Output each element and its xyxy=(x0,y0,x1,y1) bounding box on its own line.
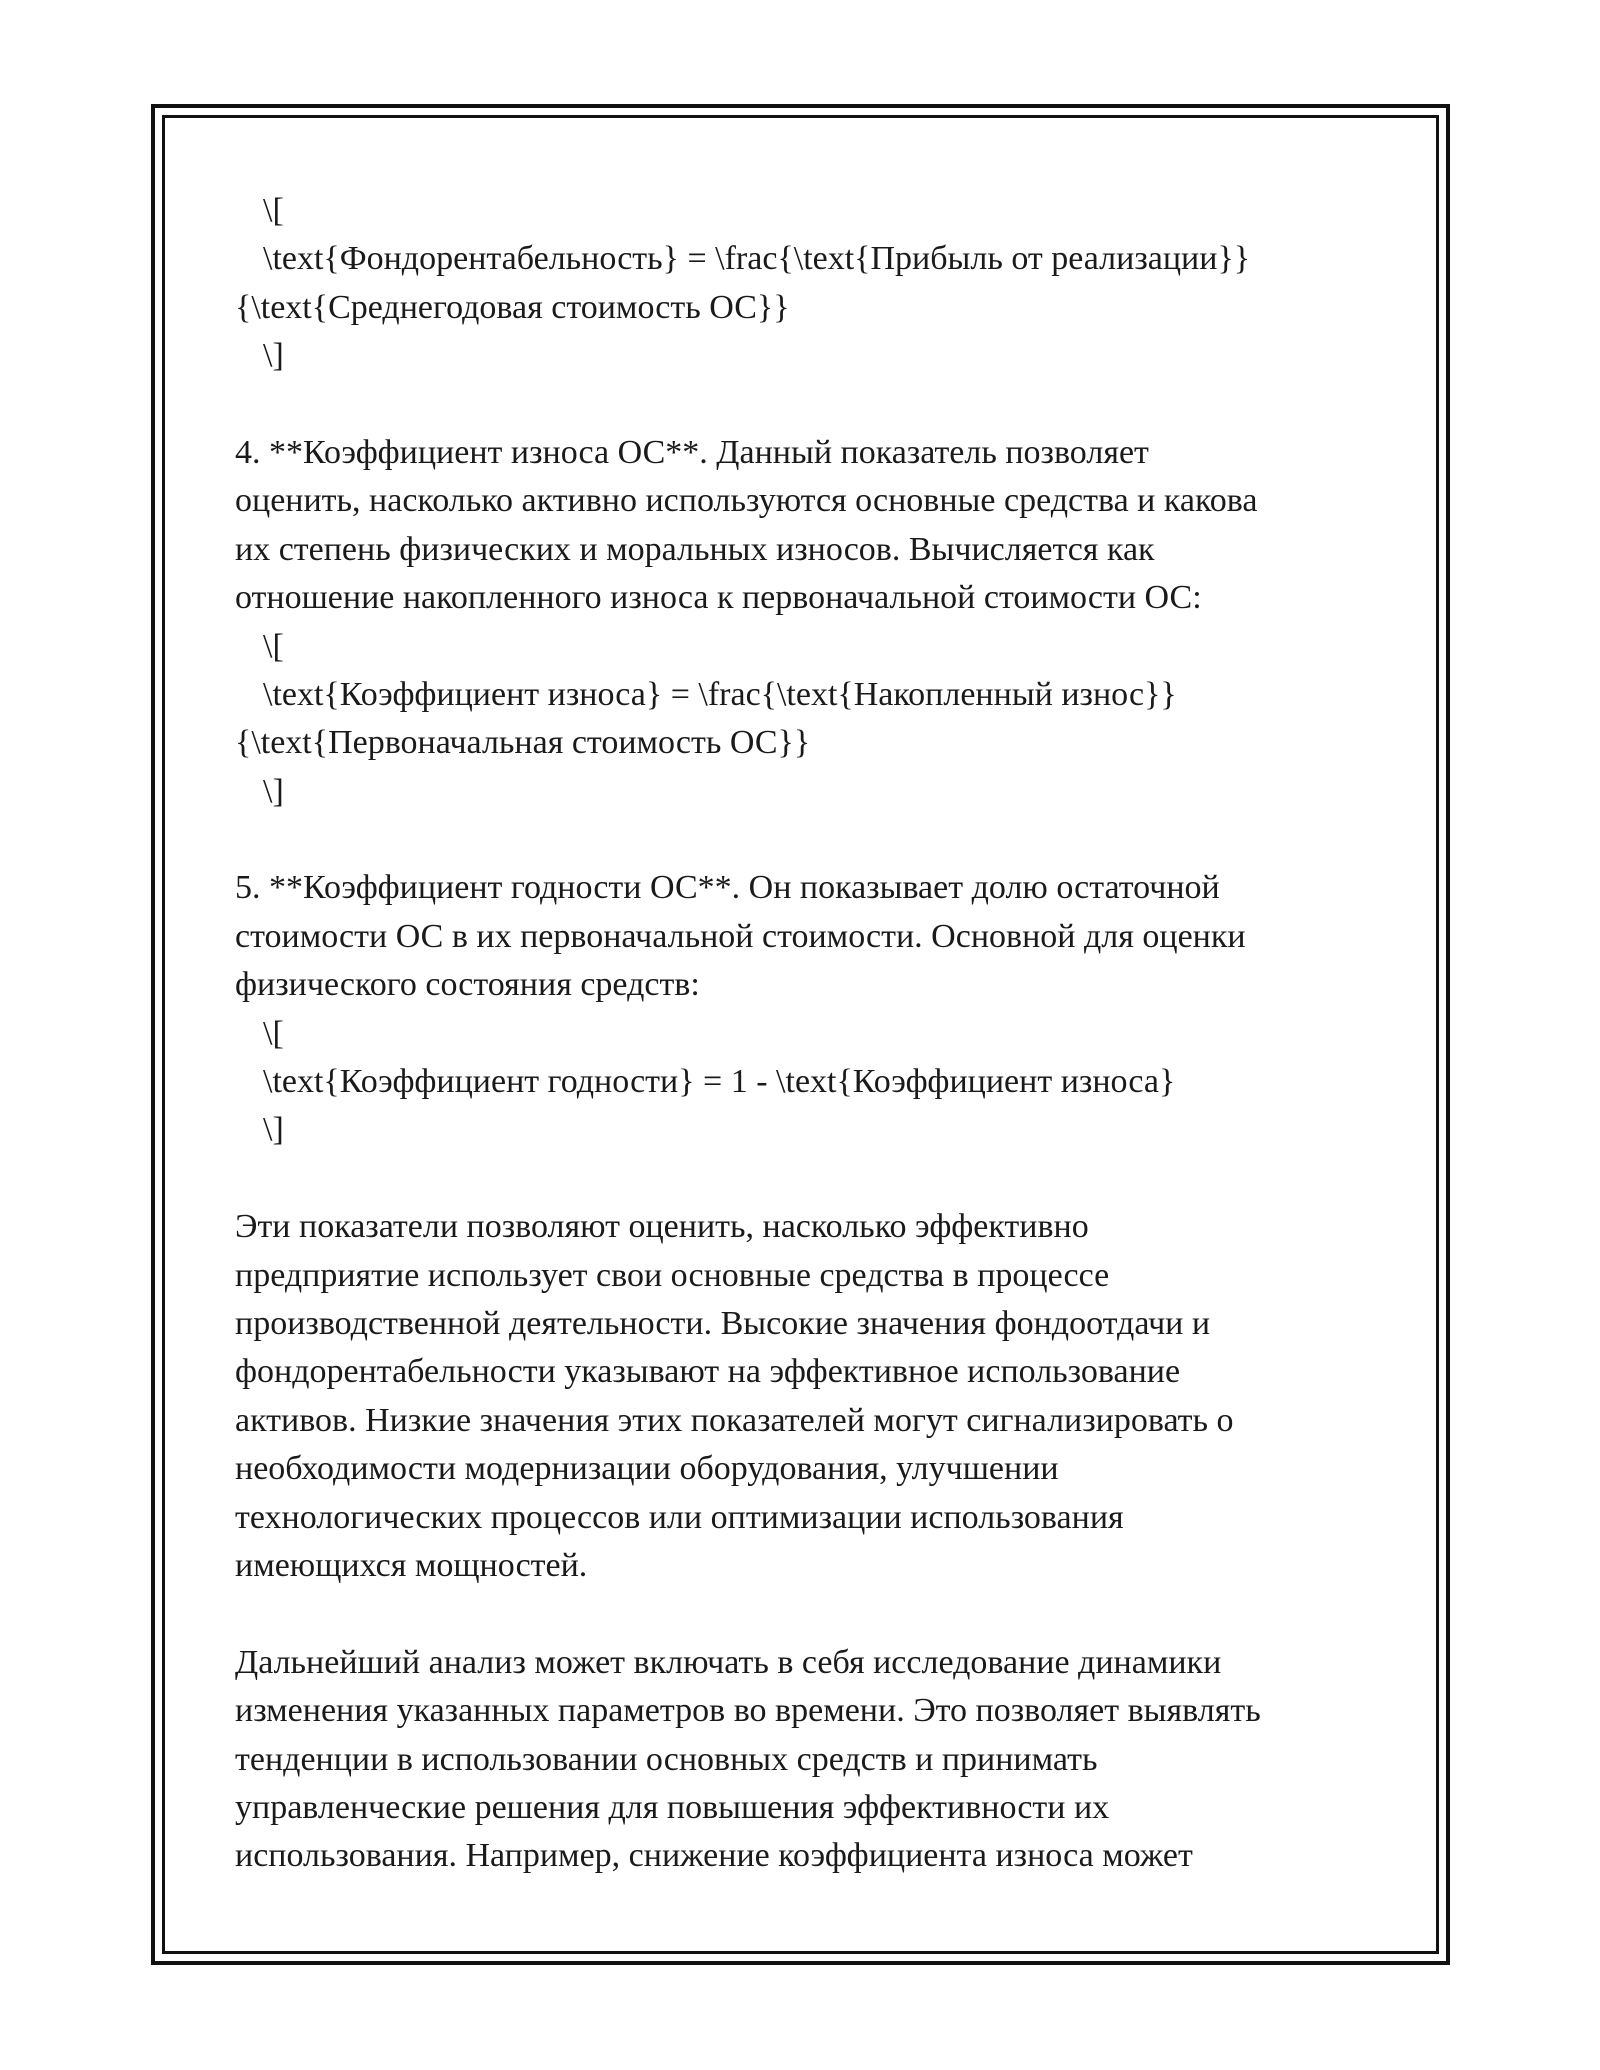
paragraph-line: 5. **Коэффициент годности ОС**. Он показывает долю остаточной xyxy=(235,869,1220,907)
formula-koeff-godnosti xyxy=(235,1010,1370,1155)
formula-fondorentabelnost xyxy=(235,187,1370,381)
paragraph-line: использования. Например, снижение коэффициента износа может xyxy=(235,1837,1193,1875)
formula-close: \] xyxy=(263,337,284,375)
paragraph-gap xyxy=(235,1590,1370,1638)
formula-line: \text{Коэффициент износа} = \frac{\text{Накопленный износ}} xyxy=(263,675,1177,713)
document-body xyxy=(235,187,1370,1881)
paragraph-line: Эти показатели позволяют оценить, насколько эффективно xyxy=(235,1208,1089,1246)
paragraph-line: изменения указанных параметров во времени. Это позволяет выявлять xyxy=(235,1692,1261,1730)
paragraph-line: 4. **Коэффициент износа ОС**. Данный показатель позволяет xyxy=(235,433,1149,471)
paragraph-line: тенденции в использовании основных средств и принимать xyxy=(235,1740,1098,1778)
paragraph-line: активов. Низкие значения этих показателей могут сигнализировать о xyxy=(235,1401,1234,1439)
paragraph-gap xyxy=(235,381,1370,429)
paragraph-line: фондорентабельности указывают на эффективное использование xyxy=(235,1353,1181,1391)
paragraph-gap xyxy=(235,1155,1370,1203)
paragraph-line: их степень физических и моральных износов. Вычисляется как xyxy=(235,530,1155,568)
formula-line: \text{Коэффициент годности} = 1 - \text{Коэффициент износа} xyxy=(263,1063,1176,1101)
formula-open: \[ xyxy=(263,1014,284,1052)
paragraph-line: физического состояния средств: xyxy=(235,966,700,1004)
paragraph-line: технологических процессов или оптимизации использования xyxy=(235,1498,1124,1536)
paragraph-line: управленческие решения для повышения эффективности их xyxy=(235,1788,1110,1826)
formula-line: {\text{Среднегодовая стоимость ОС}} xyxy=(235,288,790,326)
formula-koeff-iznosa xyxy=(235,623,1370,817)
paragraph-further-analysis xyxy=(235,1639,1370,1881)
formula-line: \text{Фондорентабельность} = \frac{\text{Прибыль от реализации}} xyxy=(263,240,1251,278)
formula-open: \[ xyxy=(263,627,284,665)
formula-close: \] xyxy=(263,772,284,810)
paragraph-line: отношение накопленного износа к первоначальной стоимости ОС: xyxy=(235,579,1202,617)
paragraph-line: необходимости модернизации оборудования, улучшении xyxy=(235,1450,1059,1488)
paragraph-gap xyxy=(235,816,1370,864)
paragraph-item-4 xyxy=(235,429,1370,623)
paragraph-line: предприятие использует свои основные средства в процессе xyxy=(235,1256,1110,1294)
formula-line: {\text{Первоначальная стоимость ОС}} xyxy=(235,724,811,762)
formula-open: \[ xyxy=(263,192,284,229)
formula-close: \] xyxy=(263,1111,284,1149)
paragraph-line: имеющихся мощностей. xyxy=(235,1546,588,1584)
paragraph-item-5 xyxy=(235,864,1370,1009)
paragraph-line: Дальнейший анализ может включать в себя исследование динамики xyxy=(235,1643,1222,1681)
paragraph-summary xyxy=(235,1203,1370,1590)
paragraph-line: оценить, насколько активно используются основные средства и какова xyxy=(235,482,1258,520)
paragraph-line: производственной деятельности. Высокие значения фондоотдачи и xyxy=(235,1304,1211,1342)
paragraph-line: стоимости ОС в их первоначальной стоимости. Основной для оценки xyxy=(235,917,1246,955)
